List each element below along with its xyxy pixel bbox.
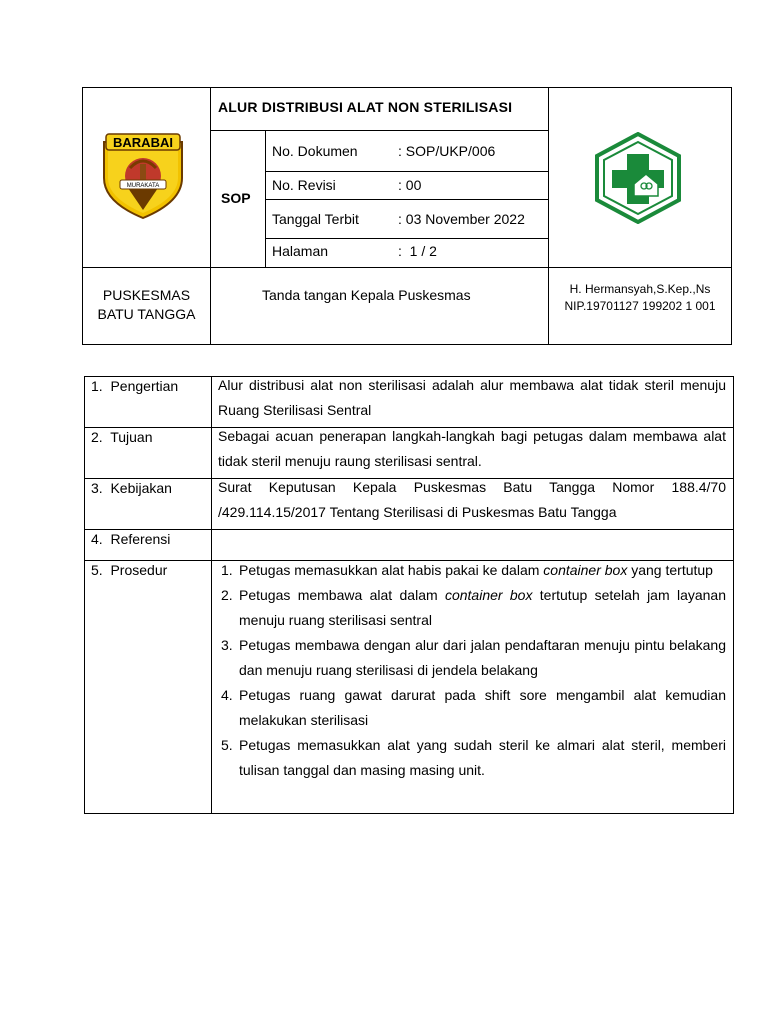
revision-value: : 00 xyxy=(398,177,422,193)
procedure-step xyxy=(212,583,726,633)
section-text-tujuan: Sebagai acuan penerapan langkah-langkah bagi petugas dalam membawa alat tidak steril menuju raung sterilisasi sentral. xyxy=(218,428,726,469)
signer-name: H. Hermansyah,S.Kep.,Ns xyxy=(569,282,711,296)
org-name-line1: PUSKESMAS xyxy=(102,287,191,303)
signer-block xyxy=(549,281,731,315)
issue-date-label: Tanggal Terbit xyxy=(272,211,359,227)
step-emphasis: container box xyxy=(444,587,533,603)
section-label-pengertian: 1. Pengertian xyxy=(91,378,179,394)
step-text-end: yang tertutup xyxy=(627,562,713,578)
signer-nip: NIP.19701127 199202 1 001 xyxy=(564,299,716,313)
section-label-kebijakan: 3. Kebijakan xyxy=(91,480,172,496)
issue-date-value: : 03 November 2022 xyxy=(398,211,525,227)
org-name-line2: BATU TANGGA xyxy=(97,306,196,322)
step-text: Petugas memasukkan alat yang sudah steril ke almari alat steril, memberi tulisan tanggal dan masing masing unit. xyxy=(239,737,726,778)
barabai-logo-ribbon: MURAKATA xyxy=(126,183,160,189)
step-text: Petugas ruang gawat darurat pada shift sore mengambil alat kemudian melakukan sterilisasi xyxy=(239,687,726,728)
step-number: 2. xyxy=(221,587,233,603)
step-text: Petugas memasukkan alat habis pakai ke dalam xyxy=(239,562,544,578)
procedure-step xyxy=(212,558,726,583)
org-name xyxy=(83,286,210,324)
barabai-logo-text: BARABAI xyxy=(113,135,173,150)
section-label-prosedur: 5. Prosedur xyxy=(91,562,168,578)
section-text-kebijakan: Surat Keputusan Kepala Puskesmas Batu Tangga Nomor 188.4/70 /429.114.15/2017 Tentang Sterilisasi di Puskesmas Batu Tangga xyxy=(218,479,726,520)
doc-number-value: : SOP/UKP/006 xyxy=(398,143,496,159)
step-text-end: tertutup setelah jam layanan menuju ruang sterilisasi sentral xyxy=(239,587,726,628)
step-number: 1. xyxy=(221,562,233,578)
revision-label: No. Revisi xyxy=(272,177,336,193)
document-title: ALUR DISTRIBUSI ALAT NON STERILISASI xyxy=(218,99,513,115)
doc-number-label: No. Dokumen xyxy=(272,143,358,159)
step-text: Petugas membawa alat dalam xyxy=(239,587,445,603)
step-emphasis: container box xyxy=(543,562,628,578)
signature-label: Tanda tangan Kepala Puskesmas xyxy=(262,287,471,303)
step-number: 4. xyxy=(221,687,233,703)
section-label-tujuan: 2. Tujuan xyxy=(91,429,153,445)
step-number: 5. xyxy=(221,737,233,753)
step-number: 3. xyxy=(221,637,233,653)
procedure-step xyxy=(212,733,726,783)
sop-label: SOP xyxy=(221,190,251,206)
step-text: Petugas membawa dengan alur dari jalan pendaftaran menuju pintu belakang dan menuju ruang sterilisasi di jendela belakang xyxy=(239,637,726,678)
page-value: : 1 / 2 xyxy=(398,243,437,259)
procedure-step xyxy=(212,683,726,733)
section-label-referensi: 4. Referensi xyxy=(91,531,171,547)
procedure-step xyxy=(212,633,726,683)
barabai-logo xyxy=(98,128,188,220)
section-text-pengertian: Alur distribusi alat non sterilisasi adalah alur membawa alat tidak steril menuju Ruang Sterilisasi Sentral xyxy=(218,377,726,418)
procedure-list xyxy=(212,558,726,783)
puskesmas-logo xyxy=(594,132,682,224)
page-label: Halaman xyxy=(272,243,329,259)
